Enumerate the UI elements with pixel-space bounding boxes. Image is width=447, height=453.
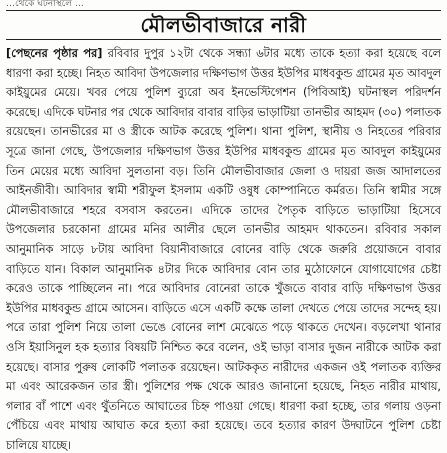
- paragraph-text: রবিবার দুপুর ১২টা থেকে সন্ধ্যা ৬টার মধ্যে তাকে হত্যা করা হয়েছে বলে ধারণা করা হচ্ছে। নিহত আবিদা উপজেলার দক্ষিণভাগ উত্তর ইউপির মাধবকুন্ড গ্রামের মৃত আবদুল কাইয়ুমের মেয়ে। খবর পেয়ে পুলিশ ব্যুরো অব ইনভেস্টিগেশন (পিবিআই) ঘটনাস্থল পরিদর্শন করেছে। এদিকে ঘটনার পর থেকে আবিদার বাবার বাড়ির ভাড়াটিয়া তানভীর আহমদ (৩০) পলাতক রয়েছেন। তানভীরের মা ও স্ত্রীকে আটক করেছে পুলিশ। থানা পুলিশ, স্থানীয় ও নিহতের পরিবার সূত্রে জানা গেছে, উপজেলার দক্ষিণভাগ উত্তর ইউপির মাধবকুন্ড গ্রামের মৃত আবদুল কাইয়ুমের তিন মেয়ের মধ্যে আবিদা সুলতানা বড়। তিনি মৌলভীবাজার জেলা ও দায়রা জজ আদালতের আইনজীবী। আবিদার স্বামী শরীফুল ইসলাম একটি ওষুধ কোম্পানিতে কর্মরত। তিনি স্বামীর সঙ্গে মৌলভীবাজারে শহরে বসবাস করতেন। এদিকে তাদের পৈতৃক বাড়িতে ভাড়াটিয়া হিসেবে উপজেলার চরকোনা গ্রামের মনির আলীর ছেলে তানভীর আহমদ থাকতেন। রবিবার সকাল আনুমানিক সাড়ে ৮টায় আবিদা বিয়ানীবাজারে বোনের বাড়ি থেকে জরুরি প্রয়োজনে বাবার বাড়িতে যান। বিকাল আনুমানিক ৪টার দিকে আবিদার বোন তার মুঠোফোনে যোগাযোগের চেষ্টা করেও তাকে পাচ্ছিলেন না। পরে আবিদার বোনেরা তাকে খুঁজতে বাবার বাড়ি দক্ষিণভাগ উত্তর ইউপির মাধবকুন্ড গ্রামে আসেন। বাড়িতে এসে একটি কক্ষে তালা দেখতে পেয়ে তাদের সন্দেহ হয়। পরে তারা পুলিশ নিয়ে তালা ভেঙে বোনের লাশ মেঝেতে পড়ে থাকতে দেখেন। বড়লেখা থানার ওসি ইয়াসিনুল হক হত্যার বিষয়টি নিশ্চিত করে বলেন, ওই ভাড়া বাসার দুজন নারীকে আটক করা হয়েছে। বাসার পুরুষ লোকটি পলাতক রয়েছেন। আটককৃত নারীদের একজন ওই পলাতক ব্যক্তির মা এবং আরেকজন তার স্ত্রী। পুলিশের পক্ষ থেকে আরও জানানো হয়েছে, নিহত নারীর মাথায়, গলার বাঁ পাশে এবং থুঁতনিতে আঘাতের চিহ্ন পাওয়া গেছে। ধারণা করা হচ্ছে, তার গলায় ওড়না পেঁচিয়ে এবং মাথায় আঘাত করে হত্যা করা হয়েছে। তবে হত্যার কারণ উদ্ঘাটনে পুলিশ চেষ্টা চালিয়ে যাচ্ছে।: [6, 47, 442, 452]
- cut-off-text-fragment: …থেকে ঘটনাস্থলে …: [6, 0, 84, 9]
- continuation-note: [পেছনের পৃষ্ঠার পর]: [6, 47, 103, 60]
- article-paragraph: [6, 44, 441, 453]
- article-body: [6, 44, 441, 453]
- article-headline: মৌলভীবাজারে নারী: [6, 10, 441, 40]
